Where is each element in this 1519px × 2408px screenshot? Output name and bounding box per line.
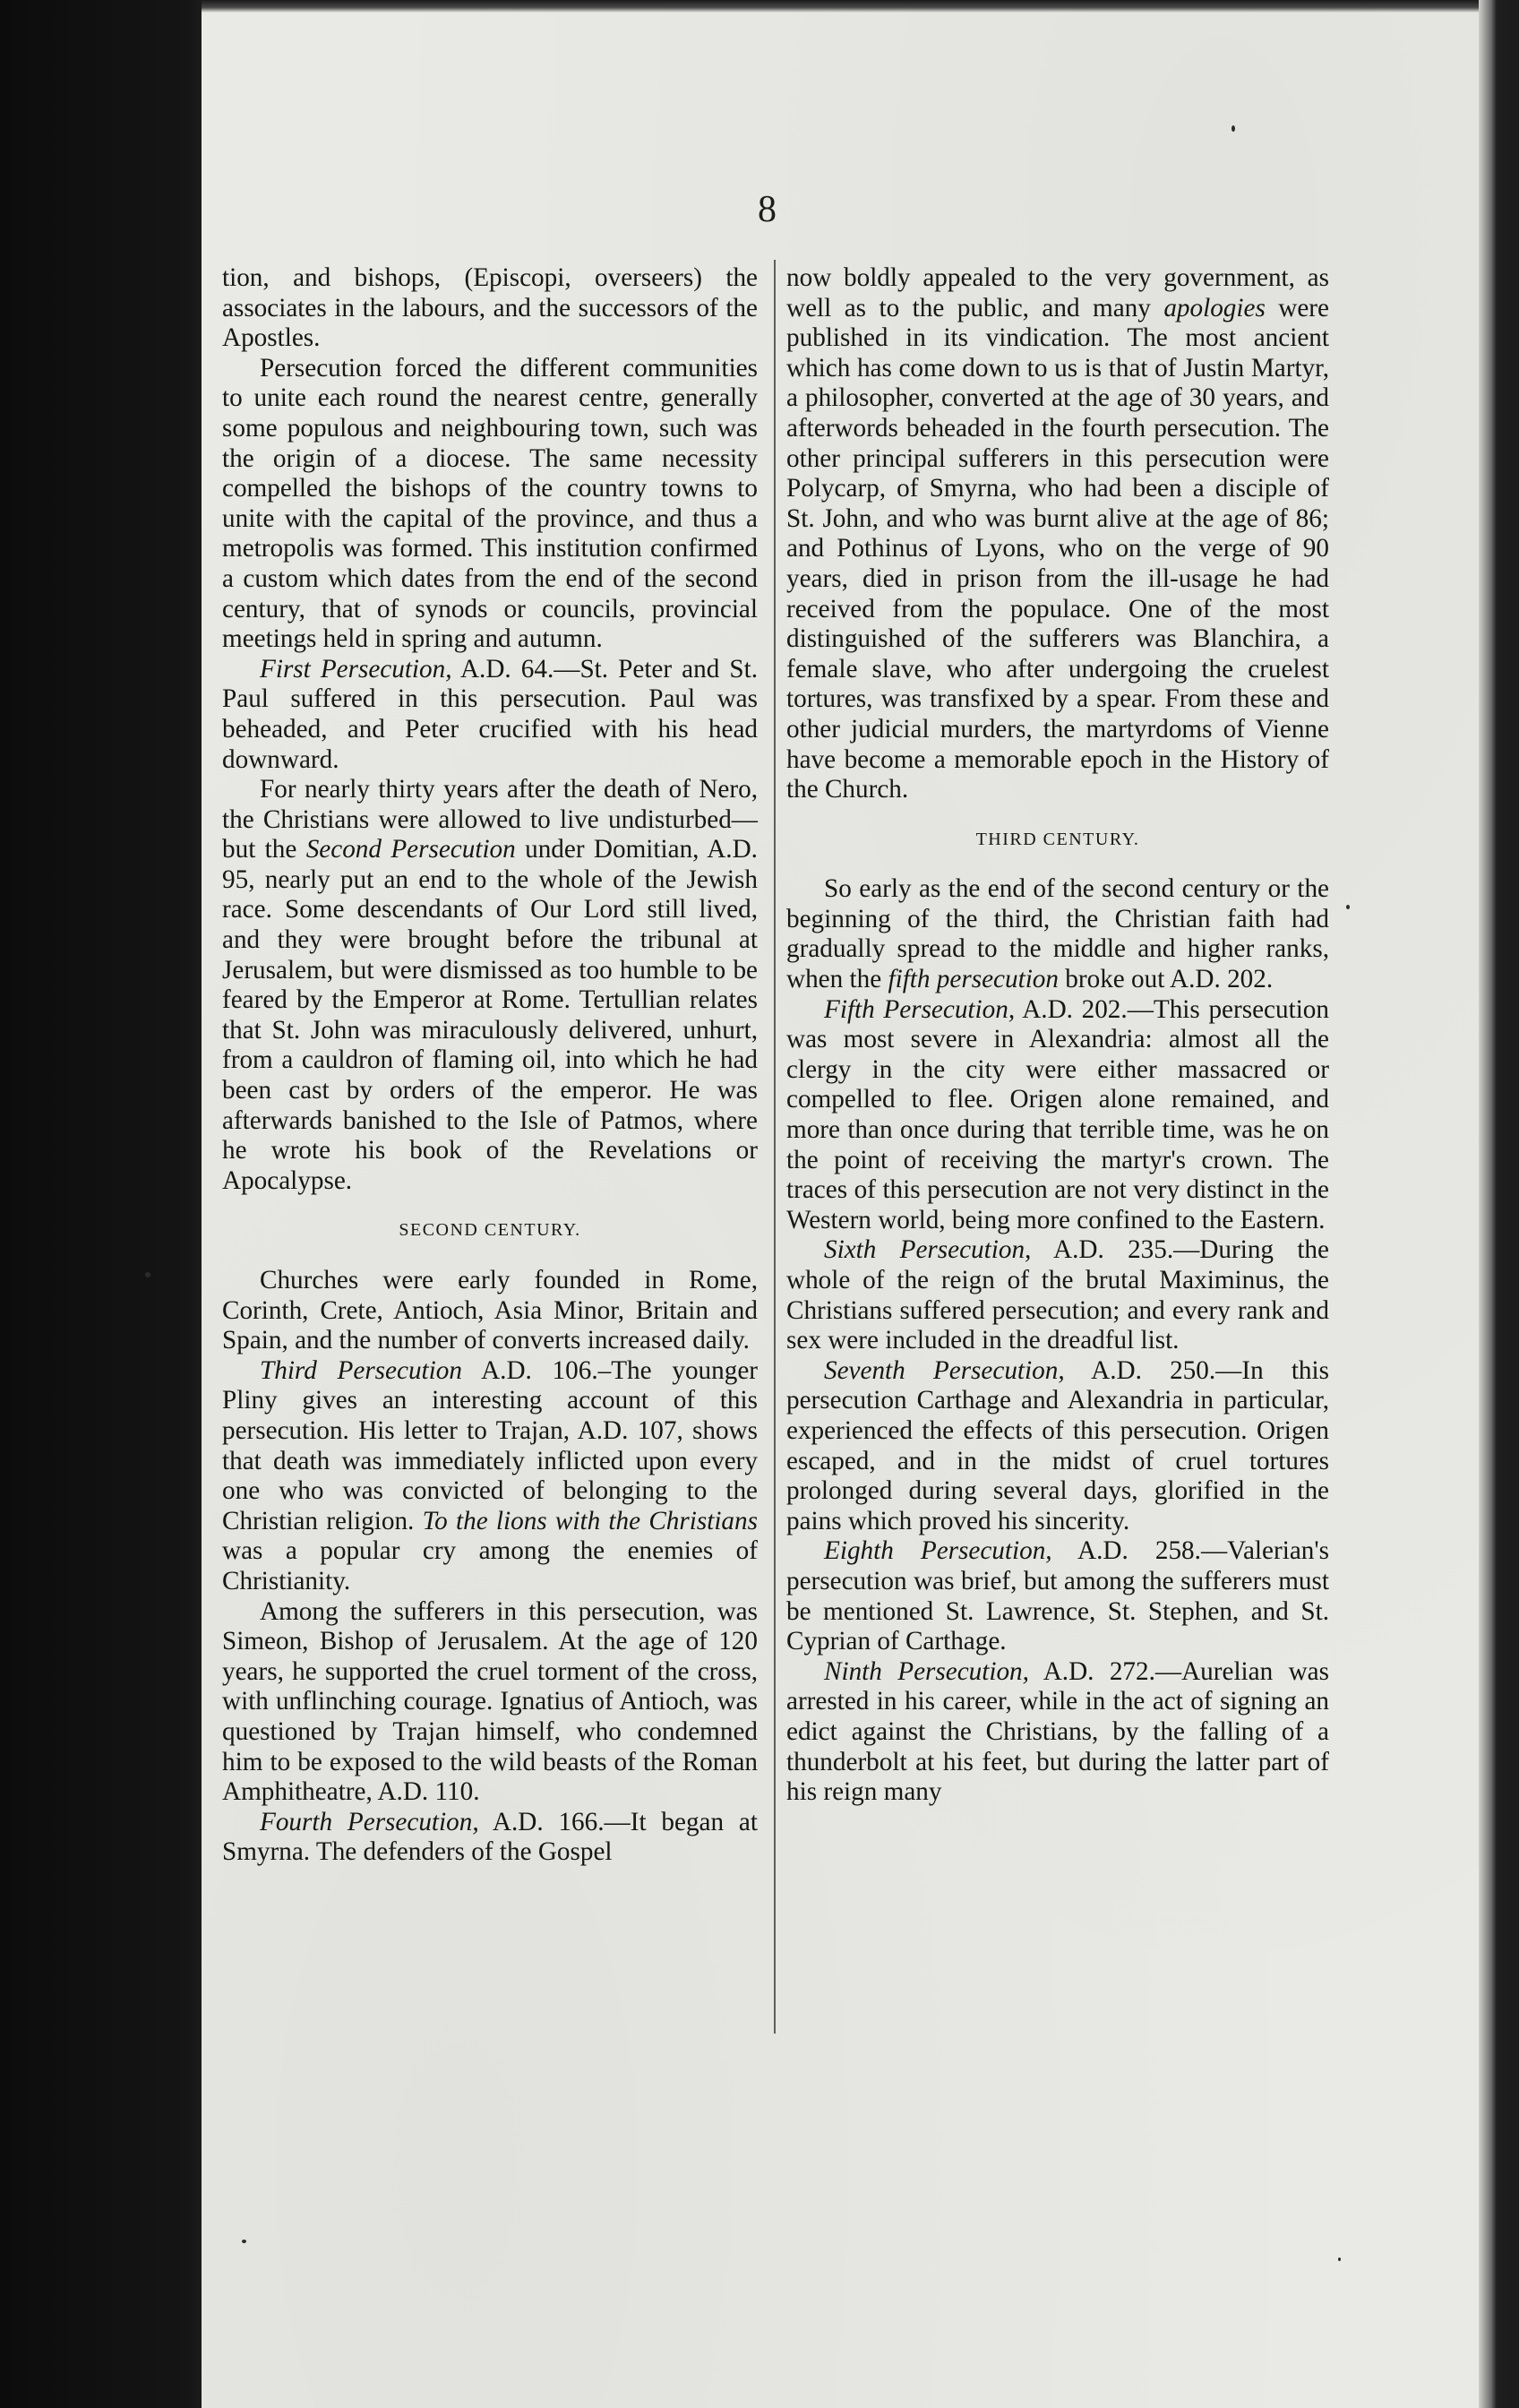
right-paragraph-1 — [786, 263, 1329, 805]
left-paragraph-churches: Churches were early founded in Rome, Corinth, Crete, Antioch, Asia Minor, Britain and Spain, and the number of converts increased daily. — [222, 1266, 758, 1355]
ink-speck — [1346, 905, 1350, 909]
seventh-persecution-heading: Seventh Persecution, — [824, 1355, 1065, 1385]
left-paragraph-fourth-persecution — [222, 1808, 758, 1868]
page-number: 8 — [758, 189, 777, 230]
section-heading-second-century: SECOND CENTURY. — [399, 1220, 581, 1241]
ninth-persecution-text: A.D. 272.—Aurelian was arrested in his career, while in the act of signing an edict against the Christians, by the falling of a thunderbolt at his feet, but during the latter part of his reign many — [786, 1656, 1329, 1807]
second-persecution-italic: Second Persecution — [305, 835, 516, 864]
left-paragraph-1: tion, and bishops, (Episcopi, overseers) the associates in the labours, and the successors of the Apostles. — [222, 263, 758, 353]
sixth-persecution-text: A.D. 235.—During the whole of the reign of the brutal Maximinus, the Christians suffered persecution; and every rank and sex were included in the dreadful list. — [786, 1235, 1329, 1355]
right-paragraph-fifth-persecution — [786, 995, 1329, 1236]
ink-speck — [1338, 2258, 1341, 2261]
sixth-persecution-heading: Sixth Persecution, — [824, 1235, 1032, 1265]
first-persecution-heading: First Persecution, — [260, 654, 452, 684]
eighth-persecution-heading: Eighth Persecution, — [824, 1536, 1052, 1566]
seventh-persecution-text: A.D. 250.—In this persecution Carthage and Alexandria in particular, experienced the effects of this persecution. Origen escaped, and in the midst of cruel tortures prolonged during several days, glorified in the pains which proved his sincerity. — [786, 1355, 1329, 1535]
right-p1-text-a: now boldly appealed to the very government, as well as to the public, and many — [786, 263, 1329, 322]
left-paragraph-second-persecution — [222, 775, 758, 1196]
fifth-persecution-heading: Fifth Persecution, — [824, 994, 1016, 1024]
ink-speck — [242, 2240, 246, 2243]
left-paragraph-third-persecution — [222, 1356, 758, 1597]
right-paragraph-eighth-persecution — [786, 1536, 1329, 1656]
first-persecution-text: A.D. 64.—St. Peter and St. Paul suffered in this persecution. Paul was beheaded, and Peter crucified with his head downward. — [222, 654, 758, 774]
third-persecution-text-b: was a popular cry among the enemies of Christianity. — [222, 1536, 758, 1595]
left-paragraph-first-persecution — [222, 655, 758, 775]
fifth-persecution-text: A.D. 202.—This persecution was most severe in Alexandria: almost all the clergy in the city were either massacred or compelled to flee. Origen alone remained, and more than once during that terrible time, was he on the point of receiving the martyr's crown. The traces of this persecution are not very distinct in the Western world, being more confined to the Eastern. — [786, 994, 1329, 1234]
fifth-persecution-italic: fifth persecution — [888, 965, 1059, 994]
top-page-edge — [202, 0, 1479, 13]
apologies-italic: apologies — [1163, 293, 1266, 322]
second-persecution-text-a: For nearly thirty years after the death of Nero, the Christians were allowed to live undisturbed—but the — [222, 775, 758, 864]
fourth-persecution-text: A.D. 166.—It began at Smyrna. The defenders of the Gospel — [222, 1807, 758, 1867]
ink-speck — [1232, 125, 1235, 132]
right-paragraph-seventh-persecution — [786, 1356, 1329, 1537]
right-paragraph-early — [786, 874, 1329, 994]
column-divider — [774, 260, 776, 2034]
right-text-column — [786, 263, 1329, 1808]
section-heading-third-century: THIRD CENTURY. — [975, 829, 1140, 849]
third-persecution-text-a: A.D. 106.–The younger Pliny gives an interesting account of this persecution. His letter to Trajan, A.D. 107, shows that death was immediately inflicted upon every one who was convicted of belonging to the Christian religion. — [222, 1355, 758, 1535]
right-paragraph-ninth-persecution — [786, 1657, 1329, 1808]
right-p2-text-b: broke out A.D. 202. — [1059, 965, 1274, 994]
ink-speck — [145, 1272, 150, 1277]
right-p1-text-b: were published in its vindication. The most ancient which has come down to us is that of Justin Martyr, a philosopher, converted at the age of 30 years, and afterwords beheaded in the fourth persecution. The other principal sufferers in this persecution were Polycarp, of Smyrna, who had been a disciple of St. John, and who was burnt alive at the age of 86; and Pothinus of Lyons, who on the verge of 90 years, died in prison from the ill-usage he had received from the populace. One of the most distinguished of the sufferers was Blanchira, a female slave, who after undergoing the cruelest tortures, was transfixed by a spear. From these and other judicial murders, the martyrdoms of Vienne have become a memorable epoch in the History of the Church. — [786, 293, 1329, 804]
fourth-persecution-heading: Fourth Persecution, — [260, 1807, 479, 1836]
left-paragraph-sufferers: Among the sufferers in this persecution, was Simeon, Bishop of Jerusalem. At the age of 120 years, he supported the cruel torment of the cross, with unflinching courage. Ignatius of Antioch, was questioned by Trajan himself, who condemned him to be exposed to the wild beasts of the Roman Amphitheatre, A.D. 110. — [222, 1596, 758, 1807]
ninth-persecution-heading: Ninth Persecution, — [824, 1656, 1029, 1686]
third-persecution-heading: Third Persecution — [260, 1355, 462, 1385]
left-text-column — [222, 263, 758, 1868]
right-p2-text-a: So early as the end of the second century or the beginning of the third, the Christian faith had gradually spread to the middle and higher ranks, when the — [786, 874, 1329, 994]
right-paragraph-sixth-persecution — [786, 1235, 1329, 1355]
right-page-margin — [1479, 0, 1519, 2408]
second-persecution-text-b: under Domitian, A.D. 95, nearly put an end to the whole of the Jewish race. Some descendants of Our Lord still lived, and they were brought before the tribunal at Jerusalem, but were dismissed as too humble to be feared by the Emperor at Rome. Tertullian relates that St. John was miraculously delivered, unhurt, from a cauldron of flaming oil, into which he had been cast by orders of the emperor. He was afterwards banished to the Isle of Patmos, where he wrote his book of the Revelations or Apocalypse. — [222, 835, 758, 1195]
left-paragraph-2: Persecution forced the different communities to unite each round the nearest centre, generally some populous and neighbouring town, such was the origin of a diocese. The same necessity compelled the bishops of the country towns to unite with the capital of the province, and thus a metropolis was formed. This institution confirmed a custom which dates from the end of the second century, that of synods or councils, provincial meetings held in spring and autumn. — [222, 353, 758, 654]
eighth-persecution-text: A.D. 258.—Valerian's persecution was brief, but among the sufferers must be mentioned St. Lawrence, St. Stephen, and St. Cyprian of Carthage. — [786, 1536, 1329, 1656]
third-persecution-italic: To the lions with the Christians — [422, 1506, 758, 1535]
